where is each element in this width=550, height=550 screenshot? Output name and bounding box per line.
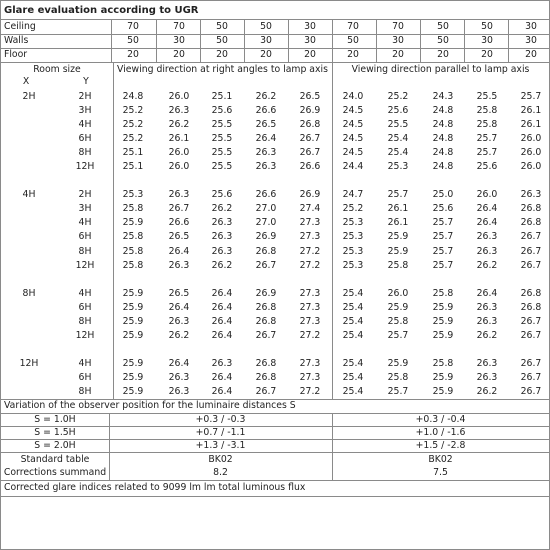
ugr-value: 24.8 (432, 147, 454, 159)
sheet-title: Glare evaluation according to UGR (1, 1, 549, 20)
ugr-value: 26.4 (476, 287, 498, 299)
room-size-y: 4H (78, 287, 92, 299)
reflectance-value: 20 (304, 49, 316, 60)
ugr-value: 26.3 (476, 357, 498, 369)
reflectance-value: 70 (127, 21, 139, 32)
ugr-value: 26.5 (168, 231, 190, 243)
ugr-value: 27.2 (299, 259, 321, 271)
ugr-value: 25.9 (122, 357, 144, 369)
ugr-value: 25.9 (432, 315, 454, 327)
ugr-value: 26.0 (520, 161, 542, 173)
ugr-value: 26.0 (476, 189, 498, 201)
ugr-value: 26.3 (211, 245, 233, 257)
ugr-value: 27.3 (299, 231, 321, 243)
ugr-value: 24.5 (342, 119, 364, 131)
ugr-value: 26.0 (387, 287, 409, 299)
ugr-value: 26.4 (211, 315, 233, 327)
ugr-value: 26.8 (520, 287, 542, 299)
divider-line (200, 20, 201, 62)
ugr-value: 26.9 (299, 189, 321, 201)
ugr-value: 25.9 (122, 385, 144, 397)
ugr-value: 27.3 (299, 217, 321, 229)
corrections-parallel: 7.5 (433, 467, 448, 478)
room-size-y: 6H (78, 301, 92, 313)
ugr-value: 26.5 (255, 119, 277, 131)
ugr-value: 26.7 (520, 357, 542, 369)
ugr-value: 26.8 (255, 245, 277, 257)
ugr-value: 25.8 (432, 357, 454, 369)
reflectance-value: 20 (347, 49, 359, 60)
ugr-value: 26.3 (476, 245, 498, 257)
ugr-value: 25.9 (122, 287, 144, 299)
ugr-value: 25.9 (387, 245, 409, 257)
reflectance-value: 30 (260, 35, 272, 46)
ugr-value: 25.3 (387, 161, 409, 173)
direction-right-header: Viewing direction at right angles to lamp axis (117, 64, 328, 75)
room-size-y: 8H (78, 315, 92, 327)
variation-label: S = 1.5H (34, 427, 76, 438)
ugr-value: 25.6 (387, 105, 409, 117)
ugr-value: 26.4 (211, 371, 233, 383)
ugr-value: 26.8 (255, 315, 277, 327)
ugr-value: 26.5 (299, 91, 321, 102)
room-size-x: 2H (22, 91, 36, 102)
divider-line (109, 413, 110, 480)
divider-line (464, 20, 465, 62)
ugr-value: 26.6 (299, 161, 321, 173)
ugr-value: 26.2 (211, 259, 233, 271)
room-size-y: 12H (75, 329, 95, 341)
variation-right-value: +1.3 / -3.1 (195, 440, 246, 451)
ugr-value: 27.3 (299, 287, 321, 299)
corrections-right: 8.2 (213, 467, 228, 478)
ugr-value: 26.1 (520, 119, 542, 131)
ugr-value: 27.2 (299, 385, 321, 397)
ugr-value: 26.4 (476, 203, 498, 215)
ugr-value: 25.2 (387, 91, 409, 102)
divider-line (508, 20, 509, 62)
ugr-value: 26.3 (168, 385, 190, 397)
ugr-value: 25.7 (520, 91, 542, 102)
reflectance-value: 20 (127, 49, 139, 60)
ugr-value: 25.9 (122, 329, 144, 341)
ugr-value: 26.3 (168, 315, 190, 327)
ugr-value: 27.4 (299, 203, 321, 215)
ugr-value: 25.9 (432, 329, 454, 341)
room-size-y: 4H (78, 217, 92, 229)
ugr-value: 25.7 (432, 245, 454, 257)
reflectance-value: 20 (173, 49, 185, 60)
ugr-value: 25.1 (211, 91, 233, 102)
ugr-value: 26.2 (476, 385, 498, 397)
variation-label: S = 1.0H (34, 414, 76, 425)
reflectance-value: 50 (216, 35, 228, 46)
ugr-value: 25.2 (122, 119, 144, 131)
ugr-value: 25.7 (387, 189, 409, 201)
ugr-value: 26.8 (520, 217, 542, 229)
ugr-value: 26.4 (211, 385, 233, 397)
variation-parallel-value: +1.5 / -2.8 (415, 440, 466, 451)
reflectance-value: 20 (481, 49, 493, 60)
ugr-value: 25.1 (122, 161, 144, 173)
ugr-value: 25.3 (122, 189, 144, 201)
ugr-value: 26.8 (520, 203, 542, 215)
reflectance-label: Floor (4, 49, 28, 60)
variation-right-value: +0.7 / -1.1 (195, 427, 246, 438)
ugr-value: 25.5 (476, 91, 498, 102)
ugr-value: 26.7 (520, 231, 542, 243)
reflectance-value: 70 (173, 21, 185, 32)
ugr-value: 25.9 (122, 301, 144, 313)
reflectance-value: 50 (437, 21, 449, 32)
ugr-value: 26.7 (255, 385, 277, 397)
ugr-value: 25.7 (432, 231, 454, 243)
ugr-value: 26.1 (387, 217, 409, 229)
ugr-value: 25.5 (211, 161, 233, 173)
room-size-y: 3H (78, 105, 92, 117)
ugr-value: 25.8 (122, 259, 144, 271)
room-size-y: 6H (78, 231, 92, 243)
ugr-value: 27.0 (255, 203, 277, 215)
room-size-y: 8H (78, 385, 92, 397)
ugr-value: 27.3 (299, 301, 321, 313)
ugr-value: 25.4 (387, 147, 409, 159)
ugr-value: 26.2 (168, 119, 190, 131)
ugr-value: 26.4 (168, 357, 190, 369)
ugr-value: 26.3 (168, 105, 190, 117)
ugr-value: 25.5 (211, 147, 233, 159)
room-size-y: 12H (75, 161, 95, 173)
standard-table-parallel: BK02 (428, 454, 453, 465)
ugr-value: 26.9 (299, 105, 321, 117)
ugr-value: 25.7 (387, 329, 409, 341)
ugr-value: 26.2 (211, 203, 233, 215)
reflectance-value: 30 (481, 35, 493, 46)
ugr-value: 25.9 (122, 371, 144, 383)
reflectance-value: 30 (392, 35, 404, 46)
ugr-value: 25.5 (211, 133, 233, 145)
ugr-value: 25.9 (387, 301, 409, 313)
room-size-x: 8H (22, 287, 36, 299)
ugr-value: 25.7 (432, 259, 454, 271)
standard-table-label: Standard table (20, 454, 90, 465)
ugr-value: 24.5 (342, 133, 364, 145)
ugr-value: 26.1 (387, 203, 409, 215)
ugr-value: 25.3 (342, 231, 364, 243)
ugr-value: 26.0 (168, 161, 190, 173)
x-header: X (22, 76, 30, 87)
divider-line (1, 496, 549, 497)
ugr-value: 26.8 (255, 371, 277, 383)
reflectance-value: 20 (437, 49, 449, 60)
room-size-y: 4H (78, 357, 92, 369)
divider-line (332, 62, 333, 399)
ugr-value: 26.2 (255, 91, 277, 102)
ugr-value: 24.8 (432, 105, 454, 117)
ugr-value: 26.3 (476, 315, 498, 327)
ugr-value: 27.0 (255, 217, 277, 229)
ugr-value: 26.4 (211, 329, 233, 341)
ugr-value: 26.7 (168, 203, 190, 215)
ugr-value: 26.3 (476, 371, 498, 383)
ugr-value: 25.8 (122, 245, 144, 257)
ugr-value: 26.3 (211, 217, 233, 229)
ugr-value: 25.8 (387, 315, 409, 327)
ugr-value: 27.3 (299, 371, 321, 383)
ugr-value: 26.7 (255, 259, 277, 271)
reflectance-value: 50 (260, 21, 272, 32)
ugr-value: 25.8 (476, 119, 498, 131)
variation-right-value: +0.3 / -0.3 (195, 414, 246, 425)
direction-parallel-header: Viewing direction parallel to lamp axis (351, 64, 530, 75)
ugr-value: 25.7 (476, 133, 498, 145)
ugr-value: 25.2 (342, 203, 364, 215)
ugr-value: 26.8 (299, 119, 321, 131)
ugr-value: 25.0 (432, 189, 454, 201)
divider-line (156, 20, 157, 62)
ugr-value: 24.8 (432, 133, 454, 145)
ugr-value: 25.2 (122, 133, 144, 145)
ugr-value: 24.5 (342, 147, 364, 159)
ugr-value: 26.8 (520, 301, 542, 313)
ugr-value: 26.7 (299, 147, 321, 159)
ugr-value: 26.1 (168, 133, 190, 145)
ugr-value: 26.7 (520, 315, 542, 327)
variation-label: S = 2.0H (34, 440, 76, 451)
ugr-value: 25.5 (211, 119, 233, 131)
ugr-value: 24.5 (342, 105, 364, 117)
ugr-value: 26.4 (211, 287, 233, 299)
divider-line (288, 20, 289, 62)
divider-line (420, 20, 421, 62)
room-size-y: 2H (78, 91, 92, 102)
ugr-value: 26.4 (211, 301, 233, 313)
divider-line (244, 20, 245, 62)
ugr-value: 26.5 (168, 287, 190, 299)
ugr-value: 25.8 (387, 371, 409, 383)
reflectance-value: 50 (481, 21, 493, 32)
ugr-value: 24.8 (122, 91, 144, 102)
ugr-value: 26.6 (168, 217, 190, 229)
ugr-value: 26.4 (168, 301, 190, 313)
room-size-y: 6H (78, 133, 92, 145)
reflectance-value: 70 (347, 21, 359, 32)
variation-parallel-value: +1.0 / -1.6 (415, 427, 466, 438)
ugr-value: 26.9 (255, 231, 277, 243)
ugr-value: 25.4 (342, 315, 364, 327)
room-size-y: 2H (78, 189, 92, 201)
ugr-value: 26.4 (476, 217, 498, 229)
corrections-label: Corrections summand (3, 467, 107, 478)
footer-note: Corrected glare indices related to 9099 lm lm total luminous flux (4, 482, 306, 493)
ugr-value: 27.3 (299, 357, 321, 369)
ugr-value: 26.2 (168, 329, 190, 341)
ugr-value: 25.2 (122, 105, 144, 117)
reflectance-label: Walls (4, 35, 29, 46)
ugr-value: 26.3 (211, 231, 233, 243)
ugr-value: 25.6 (432, 203, 454, 215)
room-size-header: Room size (33, 64, 81, 75)
room-size-y: 6H (78, 371, 92, 383)
ugr-value: 24.7 (342, 189, 364, 201)
ugr-value: 26.3 (211, 357, 233, 369)
ugr-value: 24.0 (342, 91, 364, 102)
ugr-value: 25.4 (387, 133, 409, 145)
ugr-value: 25.4 (342, 385, 364, 397)
room-size-y: 3H (78, 203, 92, 215)
ugr-value: 25.6 (476, 161, 498, 173)
ugr-value: 26.1 (520, 105, 542, 117)
ugr-value: 25.8 (122, 231, 144, 243)
ugr-value: 26.7 (520, 245, 542, 257)
reflectance-value: 30 (304, 35, 316, 46)
reflectance-value: 30 (173, 35, 185, 46)
ugr-value: 25.4 (342, 371, 364, 383)
ugr-value: 26.7 (520, 259, 542, 271)
ugr-value: 25.7 (387, 385, 409, 397)
room-size-y: 8H (78, 147, 92, 159)
ugr-value: 26.6 (255, 105, 277, 117)
ugr-value: 25.7 (432, 217, 454, 229)
ugr-value: 24.8 (432, 161, 454, 173)
ugr-value: 25.7 (476, 147, 498, 159)
ugr-value: 26.0 (520, 133, 542, 145)
ugr-value: 25.4 (342, 287, 364, 299)
ugr-value: 25.3 (342, 217, 364, 229)
ugr-value: 27.2 (299, 245, 321, 257)
ugr-value: 26.8 (255, 301, 277, 313)
ugr-value: 26.4 (255, 133, 277, 145)
reflectance-label: Ceiling (4, 21, 36, 32)
room-size-y: 8H (78, 245, 92, 257)
y-header: Y (83, 76, 89, 87)
ugr-value: 26.2 (476, 329, 498, 341)
room-size-x: 12H (19, 357, 39, 369)
reflectance-value: 50 (347, 35, 359, 46)
reflectance-value: 50 (216, 21, 228, 32)
variation-parallel-value: +0.3 / -0.4 (415, 414, 466, 425)
ugr-value: 26.2 (476, 259, 498, 271)
ugr-value: 26.4 (168, 245, 190, 257)
ugr-value: 26.0 (168, 91, 190, 102)
reflectance-value: 50 (437, 35, 449, 46)
room-size-x: 4H (22, 189, 36, 201)
ugr-value: 26.3 (520, 189, 542, 201)
reflectance-value: 30 (304, 21, 316, 32)
ugr-value: 26.6 (255, 189, 277, 201)
ugr-value: 26.7 (520, 329, 542, 341)
reflectance-value: 30 (525, 21, 537, 32)
divider-line (332, 413, 333, 480)
reflectance-value: 70 (392, 21, 404, 32)
ugr-value: 25.8 (387, 259, 409, 271)
room-size-y: 4H (78, 119, 92, 131)
ugr-value: 27.2 (299, 329, 321, 341)
divider-line (111, 20, 112, 62)
ugr-value: 26.3 (476, 231, 498, 243)
divider-line (113, 62, 114, 399)
ugr-value: 25.5 (387, 119, 409, 131)
ugr-value: 25.4 (342, 329, 364, 341)
reflectance-value: 30 (525, 35, 537, 46)
ugr-value: 26.3 (255, 147, 277, 159)
ugr-value: 26.7 (520, 385, 542, 397)
ugr-value: 26.7 (299, 133, 321, 145)
ugr-value: 26.3 (476, 301, 498, 313)
reflectance-value: 20 (216, 49, 228, 60)
ugr-value: 25.4 (342, 301, 364, 313)
ugr-value: 25.9 (122, 315, 144, 327)
ugr-value: 24.3 (432, 91, 454, 102)
reflectance-value: 50 (127, 35, 139, 46)
ugr-value: 25.9 (387, 231, 409, 243)
ugr-value: 26.3 (255, 161, 277, 173)
ugr-value: 25.9 (387, 357, 409, 369)
ugr-value: 25.3 (342, 245, 364, 257)
standard-table-right: BK02 (208, 454, 233, 465)
ugr-value: 27.3 (299, 315, 321, 327)
reflectance-value: 20 (392, 49, 404, 60)
ugr-value: 26.7 (255, 329, 277, 341)
room-size-y: 12H (75, 259, 95, 271)
ugr-value: 26.7 (520, 371, 542, 383)
ugr-value: 25.8 (432, 287, 454, 299)
variation-title: Variation of the observer position for the luminaire distances S (4, 400, 296, 411)
ugr-value: 25.9 (432, 301, 454, 313)
ugr-value: 25.1 (122, 147, 144, 159)
ugr-value: 25.3 (342, 259, 364, 271)
reflectance-value: 20 (260, 49, 272, 60)
ugr-value: 25.9 (122, 217, 144, 229)
ugr-value: 25.6 (211, 105, 233, 117)
ugr-value: 26.9 (255, 287, 277, 299)
ugr-value: 25.9 (432, 371, 454, 383)
ugr-value: 26.0 (168, 147, 190, 159)
divider-line (376, 20, 377, 62)
reflectance-value: 20 (525, 49, 537, 60)
ugr-value: 25.6 (211, 189, 233, 201)
ugr-value: 25.8 (122, 203, 144, 215)
ugr-value: 25.9 (432, 385, 454, 397)
divider-line (332, 20, 333, 62)
ugr-value: 26.3 (168, 259, 190, 271)
ugr-value: 26.3 (168, 189, 190, 201)
ugr-value: 25.4 (342, 357, 364, 369)
ugr-value: 26.3 (168, 371, 190, 383)
ugr-value: 25.8 (476, 105, 498, 117)
ugr-value: 26.8 (255, 357, 277, 369)
ugr-value: 24.8 (432, 119, 454, 131)
ugr-value: 26.0 (520, 147, 542, 159)
ugr-value: 24.4 (342, 161, 364, 173)
